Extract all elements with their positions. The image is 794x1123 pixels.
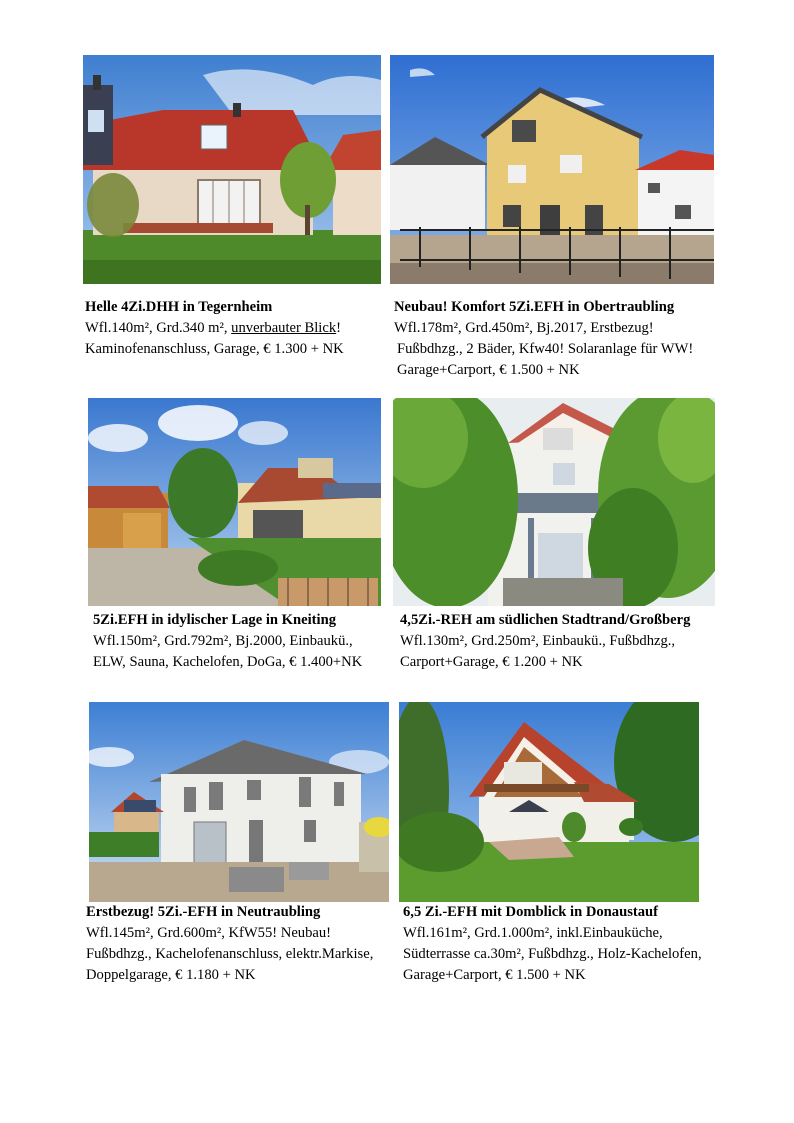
listing-title: 4,5Zi.-REH am südlichen Stadtrand/Großberg	[400, 612, 691, 628]
photo-listing-3	[88, 398, 381, 606]
listing-details-line: Südterrasse ca.30m², Fußbdhzg., Holz-Kachelofen,	[403, 946, 702, 962]
listing-details-line: Wfl.145m², Grd.600m², KfW55! Neubau!	[86, 925, 332, 941]
listing-details-line: Wfl.140m², Grd.340 m², unverbauter Blick!	[85, 320, 342, 336]
listing-title: Erstbezug! 5Zi.-EFH in Neutraubling	[86, 904, 321, 920]
listing-title: Helle 4Zi.DHH in Tegernheim	[85, 299, 273, 315]
photo-listing-5	[89, 702, 389, 902]
caption-listing-4	[400, 610, 690, 673]
listing-details-line: Garage+Carport, € 1.500 + NK	[403, 967, 586, 983]
underlined-highlight: unverbauter Blick	[231, 320, 337, 336]
caption-listing-3	[93, 610, 362, 673]
photo-listing-2	[390, 55, 714, 284]
listing-details-line: Carport+Garage, € 1.200 + NK	[400, 654, 583, 670]
listing-details-line: Fußbdhzg., Kachelofenanschluss, elektr.Markise,	[86, 946, 374, 962]
caption-listing-6	[403, 902, 702, 986]
listing-details-line: Kaminofenanschluss, Garage, € 1.300 + NK	[85, 341, 344, 357]
listing-details-line: Garage+Carport, € 1.500 + NK	[397, 362, 580, 378]
listing-title: Neubau! Komfort 5Zi.EFH in Obertraubling	[394, 299, 675, 315]
listing-details-line: Wfl.178m², Grd.450m², Bj.2017, Erstbezug!	[394, 320, 654, 336]
listing-details-line: Wfl.130m², Grd.250m², Einbaukü., Fußbdhzg.,	[400, 633, 676, 649]
caption-listing-2	[394, 297, 693, 381]
listing-details-line: Wfl.161m², Grd.1.000m², inkl.Einbauküche,	[403, 925, 663, 941]
listing-title: 5Zi.EFH in idylischer Lage in Kneiting	[93, 612, 336, 628]
photo-listing-6	[399, 702, 699, 902]
listing-details-line: Doppelgarage, € 1.180 + NK	[86, 967, 256, 983]
photo-listing-4	[393, 398, 715, 606]
caption-listing-5	[86, 902, 373, 986]
listing-title: 6,5 Zi.-EFH mit Domblick in Donaustauf	[403, 904, 659, 920]
listing-details-line: ELW, Sauna, Kachelofen, DoGa, € 1.400+NK	[93, 654, 363, 670]
photo-listing-1	[83, 55, 381, 284]
listing-details-line: Fußbdhzg., 2 Bäder, Kfw40! Solaranlage für WW!	[397, 341, 694, 357]
listing-details-line: Wfl.150m², Grd.792m², Bj.2000, Einbaukü.,	[93, 633, 353, 649]
caption-listing-1	[85, 297, 344, 360]
